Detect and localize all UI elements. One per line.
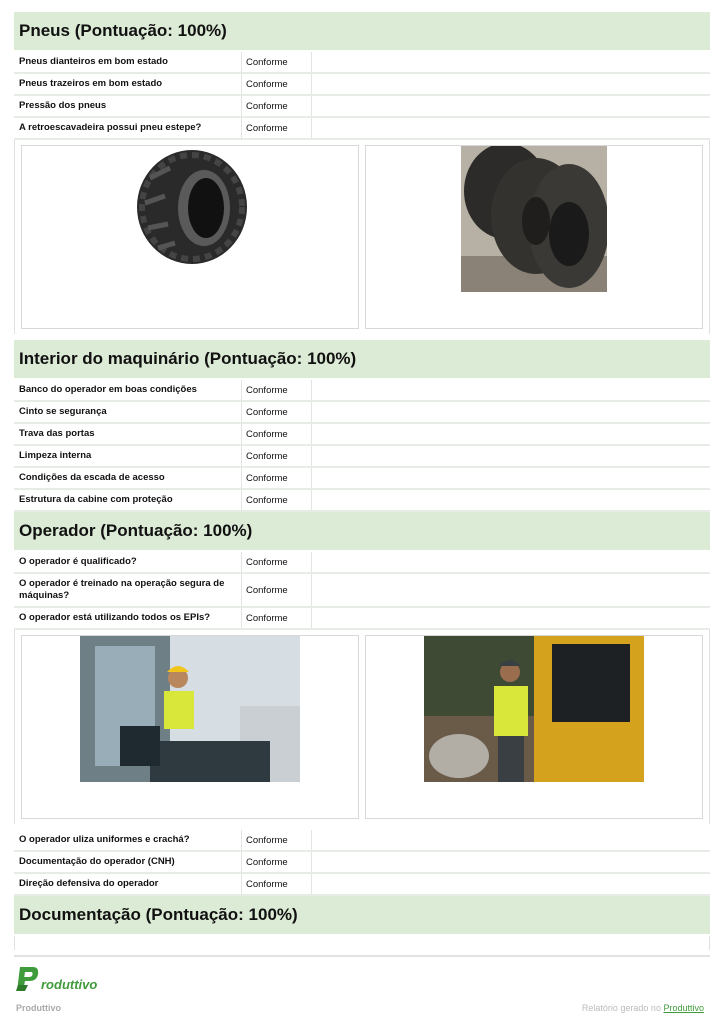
table-row: [14, 830, 710, 852]
answer-value: Conforme: [242, 552, 312, 572]
answer-value: Conforme: [242, 96, 312, 116]
footer-divider: [14, 955, 710, 957]
checklist-interior: [14, 380, 710, 512]
footer-generated-prefix: Relatório gerado no: [581, 1003, 661, 1013]
question-label: Documentação do operador (CNH): [14, 852, 242, 872]
answer-value: Conforme: [242, 402, 312, 422]
answer-value: Conforme: [242, 446, 312, 466]
tires-stack-image: [461, 146, 607, 292]
table-row: [14, 852, 710, 874]
produttivo-logo: [16, 965, 97, 993]
answer-value: Conforme: [242, 468, 312, 488]
footer-company: Produttivo: [16, 1003, 61, 1013]
question-label: Direção defensiva do operador: [14, 874, 242, 894]
question-label: Condições da escada de acesso: [14, 468, 242, 488]
table-row: [14, 118, 710, 140]
question-label: Banco do operador em boas condições: [14, 380, 242, 400]
section-header-pneus: Pneus (Pontuação: 100%): [14, 12, 710, 50]
question-label: A retroescavadeira possui pneu estepe?: [14, 118, 242, 138]
footer-generated: [582, 1003, 704, 1013]
photo-operator-loader[interactable]: [365, 635, 703, 819]
table-row: [14, 490, 710, 512]
question-label: Pneus dianteiros em bom estado: [14, 52, 242, 72]
answer-value: Conforme: [242, 852, 312, 872]
answer-value: Conforme: [242, 118, 312, 138]
checklist-operador: [14, 552, 710, 630]
photo-tire-single[interactable]: [21, 145, 359, 329]
section-header-documentacao: Documentação (Pontuação: 100%): [14, 896, 710, 934]
section-body-documentacao: [14, 936, 710, 950]
checklist-operador-cont: [14, 830, 710, 896]
photo-operator-cab[interactable]: [21, 635, 359, 819]
table-row: [14, 74, 710, 96]
table-row: [14, 552, 710, 574]
question-label: O operador está utilizando todos os EPIs?: [14, 608, 242, 628]
question-label: Trava das portas: [14, 424, 242, 444]
question-label: O operador é qualificado?: [14, 552, 242, 572]
question-label: Cinto se segurança: [14, 402, 242, 422]
checklist-pneus: [14, 52, 710, 140]
question-label: O operador uliza uniformes e crachá?: [14, 830, 242, 850]
question-label: Pressão dos pneus: [14, 96, 242, 116]
answer-value: Conforme: [242, 52, 312, 72]
answer-value: Conforme: [242, 874, 312, 894]
answer-value: Conforme: [242, 424, 312, 444]
logo-p-icon: [16, 965, 40, 993]
table-row: [14, 52, 710, 74]
photo-gallery-operador: [14, 630, 710, 824]
answer-value: Conforme: [242, 74, 312, 94]
operator-cab-image: [80, 636, 300, 782]
table-row: [14, 874, 710, 896]
table-row: [14, 574, 710, 608]
answer-value: Conforme: [242, 380, 312, 400]
tire-image: [130, 148, 250, 266]
table-row: [14, 446, 710, 468]
table-row: [14, 380, 710, 402]
question-label: Estrutura da cabine com proteção: [14, 490, 242, 510]
logo-text: roduttivo: [41, 977, 98, 992]
answer-value: Conforme: [242, 830, 312, 850]
answer-value: Conforme: [242, 608, 312, 628]
section-header-interior: Interior do maquinário (Pontuação: 100%): [14, 340, 710, 378]
photo-gallery-pneus: [14, 140, 710, 334]
answer-value: Conforme: [242, 490, 312, 510]
question-label: O operador é treinado na operação segura de máquinas?: [14, 574, 242, 606]
table-row: [14, 424, 710, 446]
footer-generated-link[interactable]: Produttivo: [663, 1003, 704, 1013]
table-row: [14, 402, 710, 424]
photo-tires-stack[interactable]: [365, 145, 703, 329]
report-content: [14, 12, 710, 950]
table-row: [14, 608, 710, 630]
question-label: Pneus trazeiros em bom estado: [14, 74, 242, 94]
question-label: Limpeza interna: [14, 446, 242, 466]
table-row: [14, 468, 710, 490]
operator-loader-image: [424, 636, 644, 782]
section-header-operador: Operador (Pontuação: 100%): [14, 512, 710, 550]
answer-value: Conforme: [242, 574, 312, 606]
table-row: [14, 96, 710, 118]
